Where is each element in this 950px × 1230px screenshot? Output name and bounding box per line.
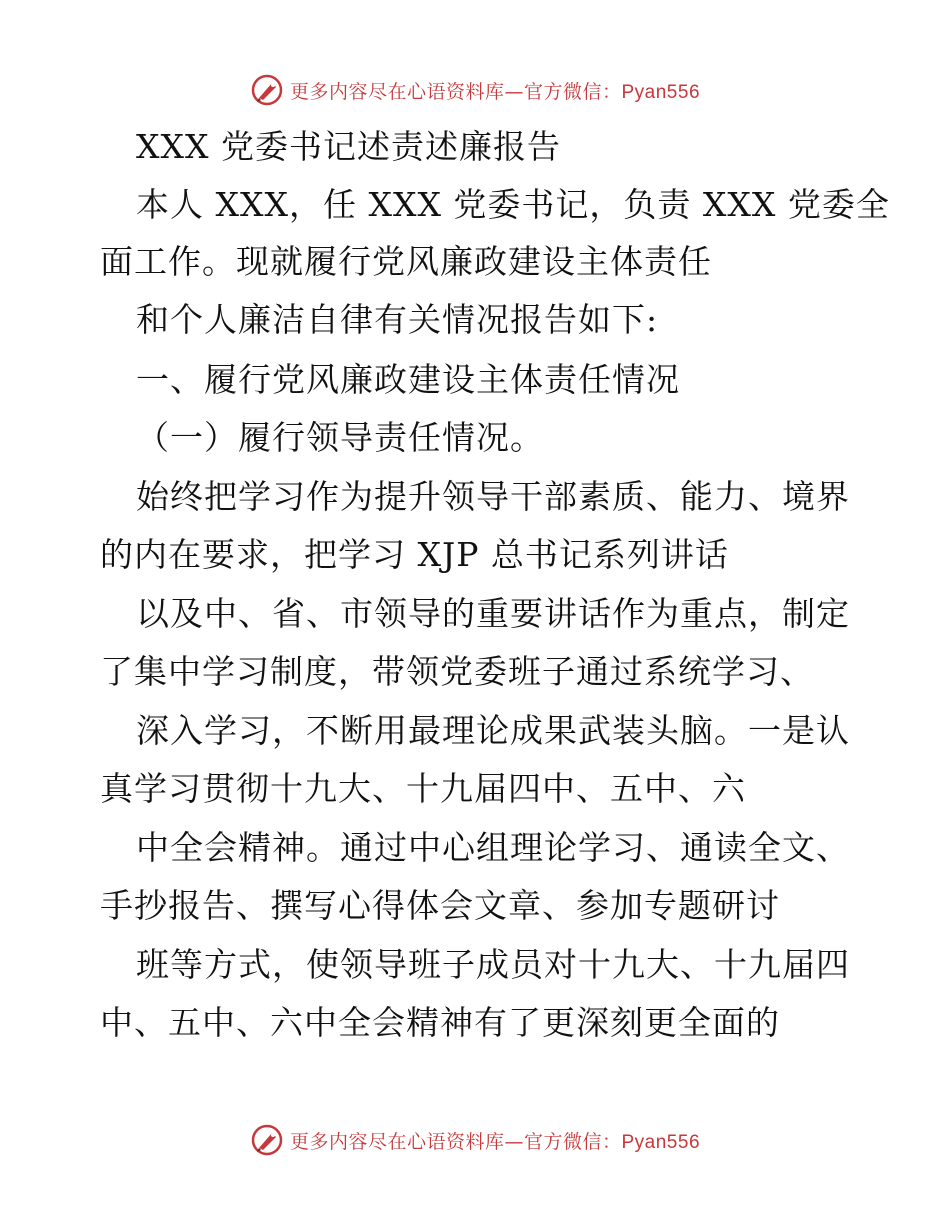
paragraph-line: 手抄报告、撰写心得体会文章、参加专题研讨 — [100, 886, 780, 925]
paragraph-line: 了集中学习制度，带领党委班子通过系统学习、 — [100, 652, 814, 691]
paragraph-line: 真学习贯彻十九大、十九届四中、五中、六 — [100, 769, 746, 808]
watermark-contact: 官方微信：Pyan556 — [524, 81, 701, 103]
paragraph-line: 始终把学习作为提升领导干部素质、能力、境界 — [136, 477, 850, 516]
paragraph-line: 中全会精神。通过中心组理论学习、通读全文、 — [136, 828, 850, 867]
watermark-text — [290, 77, 700, 104]
section-heading: 一、履行党风廉政建设主体责任情况 — [136, 360, 680, 399]
watermark-separator: — — [504, 80, 524, 103]
subsection-heading: （一）履行领导责任情况。 — [136, 418, 544, 457]
watermark-contact: 官方微信：Pyan556 — [524, 1131, 701, 1153]
paragraph-line: 深入学习，不断用最理论成果武装头脑。一是认 — [136, 711, 850, 750]
watermark-label: 更多内容尽在心语资料库 — [289, 1130, 505, 1153]
paragraph-line: 班等方式，使领导班子成员对十九大、十九届四 — [136, 945, 850, 984]
header-watermark — [0, 70, 950, 110]
pen-logo-icon — [250, 73, 284, 107]
footer-watermark — [0, 1120, 950, 1160]
document-title: XXX 党委书记述责述廉报告 — [136, 127, 561, 166]
paragraph-line: 中、五中、六中全会精神有了更深刻更全面的 — [100, 1003, 780, 1042]
paragraph-line: 面工作。现就履行党风廉政建设主体责任 — [100, 242, 712, 281]
paragraph-line: 以及中、省、市领导的重要讲话作为重点，制定 — [136, 594, 850, 633]
pen-logo-icon — [250, 1123, 284, 1157]
paragraph-line: 本人 XXX，任 XXX 党委书记，负责 XXX 党委全 — [136, 185, 890, 224]
paragraph-line: 的内在要求，把学习 XJP 总书记系列讲话 — [100, 535, 729, 574]
paragraph-line: 和个人廉洁自律有关情况报告如下: — [136, 300, 659, 339]
watermark-label: 更多内容尽在心语资料库 — [289, 80, 505, 103]
watermark-text — [290, 1127, 700, 1154]
watermark-separator: — — [504, 1130, 524, 1153]
